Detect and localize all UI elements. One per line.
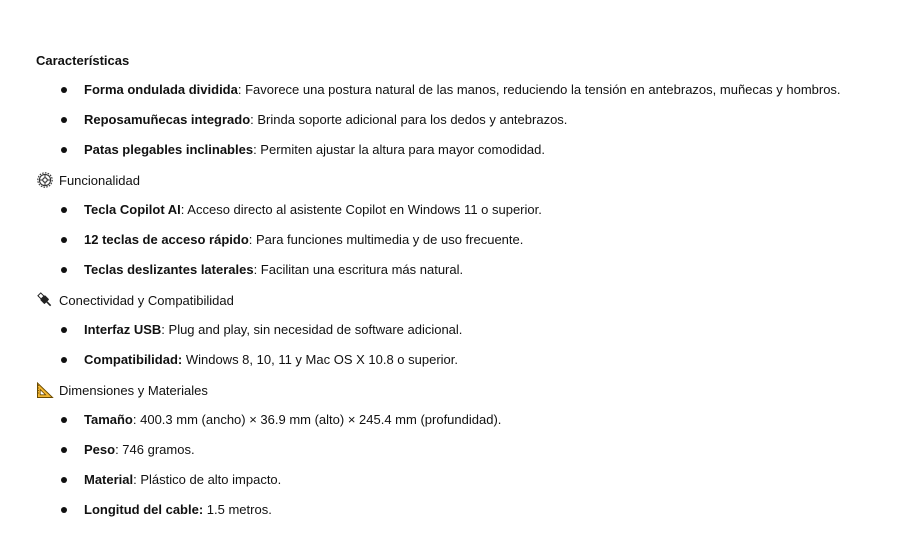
list-item [36, 110, 910, 130]
bullet-icon [61, 447, 67, 453]
bullet-icon [61, 237, 67, 243]
bullet-icon [61, 87, 67, 93]
item-text: 1.5 metros. [203, 502, 272, 517]
item-text: : Plástico de alto impacto. [133, 472, 282, 487]
item-text: : 746 gramos. [115, 442, 195, 457]
item-label: 12 teclas de acceso rápido [84, 232, 249, 247]
bullet-icon [61, 417, 67, 423]
bullet-icon [61, 507, 67, 513]
item-text: Windows 8, 10, 11 y Mac OS X 10.8 o superior. [182, 352, 458, 367]
item-text: : Para funciones multimedia y de uso frecuente. [248, 232, 524, 247]
bullet-icon [61, 267, 67, 273]
section-title-text: Funcionalidad [59, 172, 140, 188]
list-item [36, 470, 910, 490]
item-label: Reposamuñecas integrado [84, 112, 251, 127]
item-text: : Plug and play, sin necesidad de software adicional. [161, 322, 463, 337]
bullet-icon [61, 207, 67, 213]
list-dimensiones [36, 410, 910, 520]
list-item [36, 200, 910, 220]
section-title-text: Dimensiones y Materiales [59, 382, 208, 398]
section-title-dimensiones [36, 380, 910, 400]
item-label: Interfaz USB [84, 322, 162, 337]
item-text: : 400.3 mm (ancho) × 36.9 mm (alto) × 245.4 mm (profundidad). [132, 412, 502, 427]
list-caracteristicas [36, 80, 910, 160]
triangular-ruler-icon [36, 381, 54, 399]
item-label: Compatibilidad: [84, 352, 183, 367]
list-conectividad [36, 320, 910, 370]
bullet-icon [61, 327, 67, 333]
gear-icon [36, 171, 54, 189]
list-item [36, 320, 910, 340]
list-item [36, 410, 910, 430]
item-label: Patas plegables inclinables [84, 142, 254, 157]
bullet-icon [61, 147, 67, 153]
list-item [36, 350, 910, 370]
item-label: Forma ondulada dividida [84, 82, 238, 97]
section-title-conectividad [36, 290, 910, 310]
list-item [36, 80, 910, 100]
bullet-icon [61, 117, 67, 123]
list-item [36, 500, 910, 520]
list-item [36, 140, 910, 160]
item-text: : Facilitan una escritura más natural. [253, 262, 464, 277]
item-label: Tamaño [84, 412, 133, 427]
list-funcionalidad [36, 200, 910, 280]
list-item [36, 440, 910, 460]
item-label: Material [84, 472, 134, 487]
item-label: Longitud del cable: [84, 502, 204, 517]
item-text: : Brinda soporte adicional para los dedos y antebrazos. [250, 112, 568, 127]
section-title-funcionalidad [36, 170, 910, 190]
list-item [36, 230, 910, 250]
item-text: : Acceso directo al asistente Copilot en Windows 11 o superior. [180, 202, 542, 217]
usb-plug-icon [36, 291, 54, 309]
bullet-icon [61, 477, 67, 483]
section-title-text: Características [36, 52, 130, 68]
item-label: Teclas deslizantes laterales [84, 262, 254, 277]
list-item [36, 260, 910, 280]
item-text: : Favorece una postura natural de las manos, reduciendo la tensión en antebrazos, muñecas y hombros. [237, 82, 841, 97]
section-title-caracteristicas [36, 50, 910, 70]
section-title-text: Conectividad y Compatibilidad [59, 292, 234, 308]
bullet-icon [61, 357, 67, 363]
item-label: Peso [84, 442, 116, 457]
item-label: Tecla Copilot AI [84, 202, 181, 217]
item-text: : Permiten ajustar la altura para mayor comodidad. [253, 142, 545, 157]
